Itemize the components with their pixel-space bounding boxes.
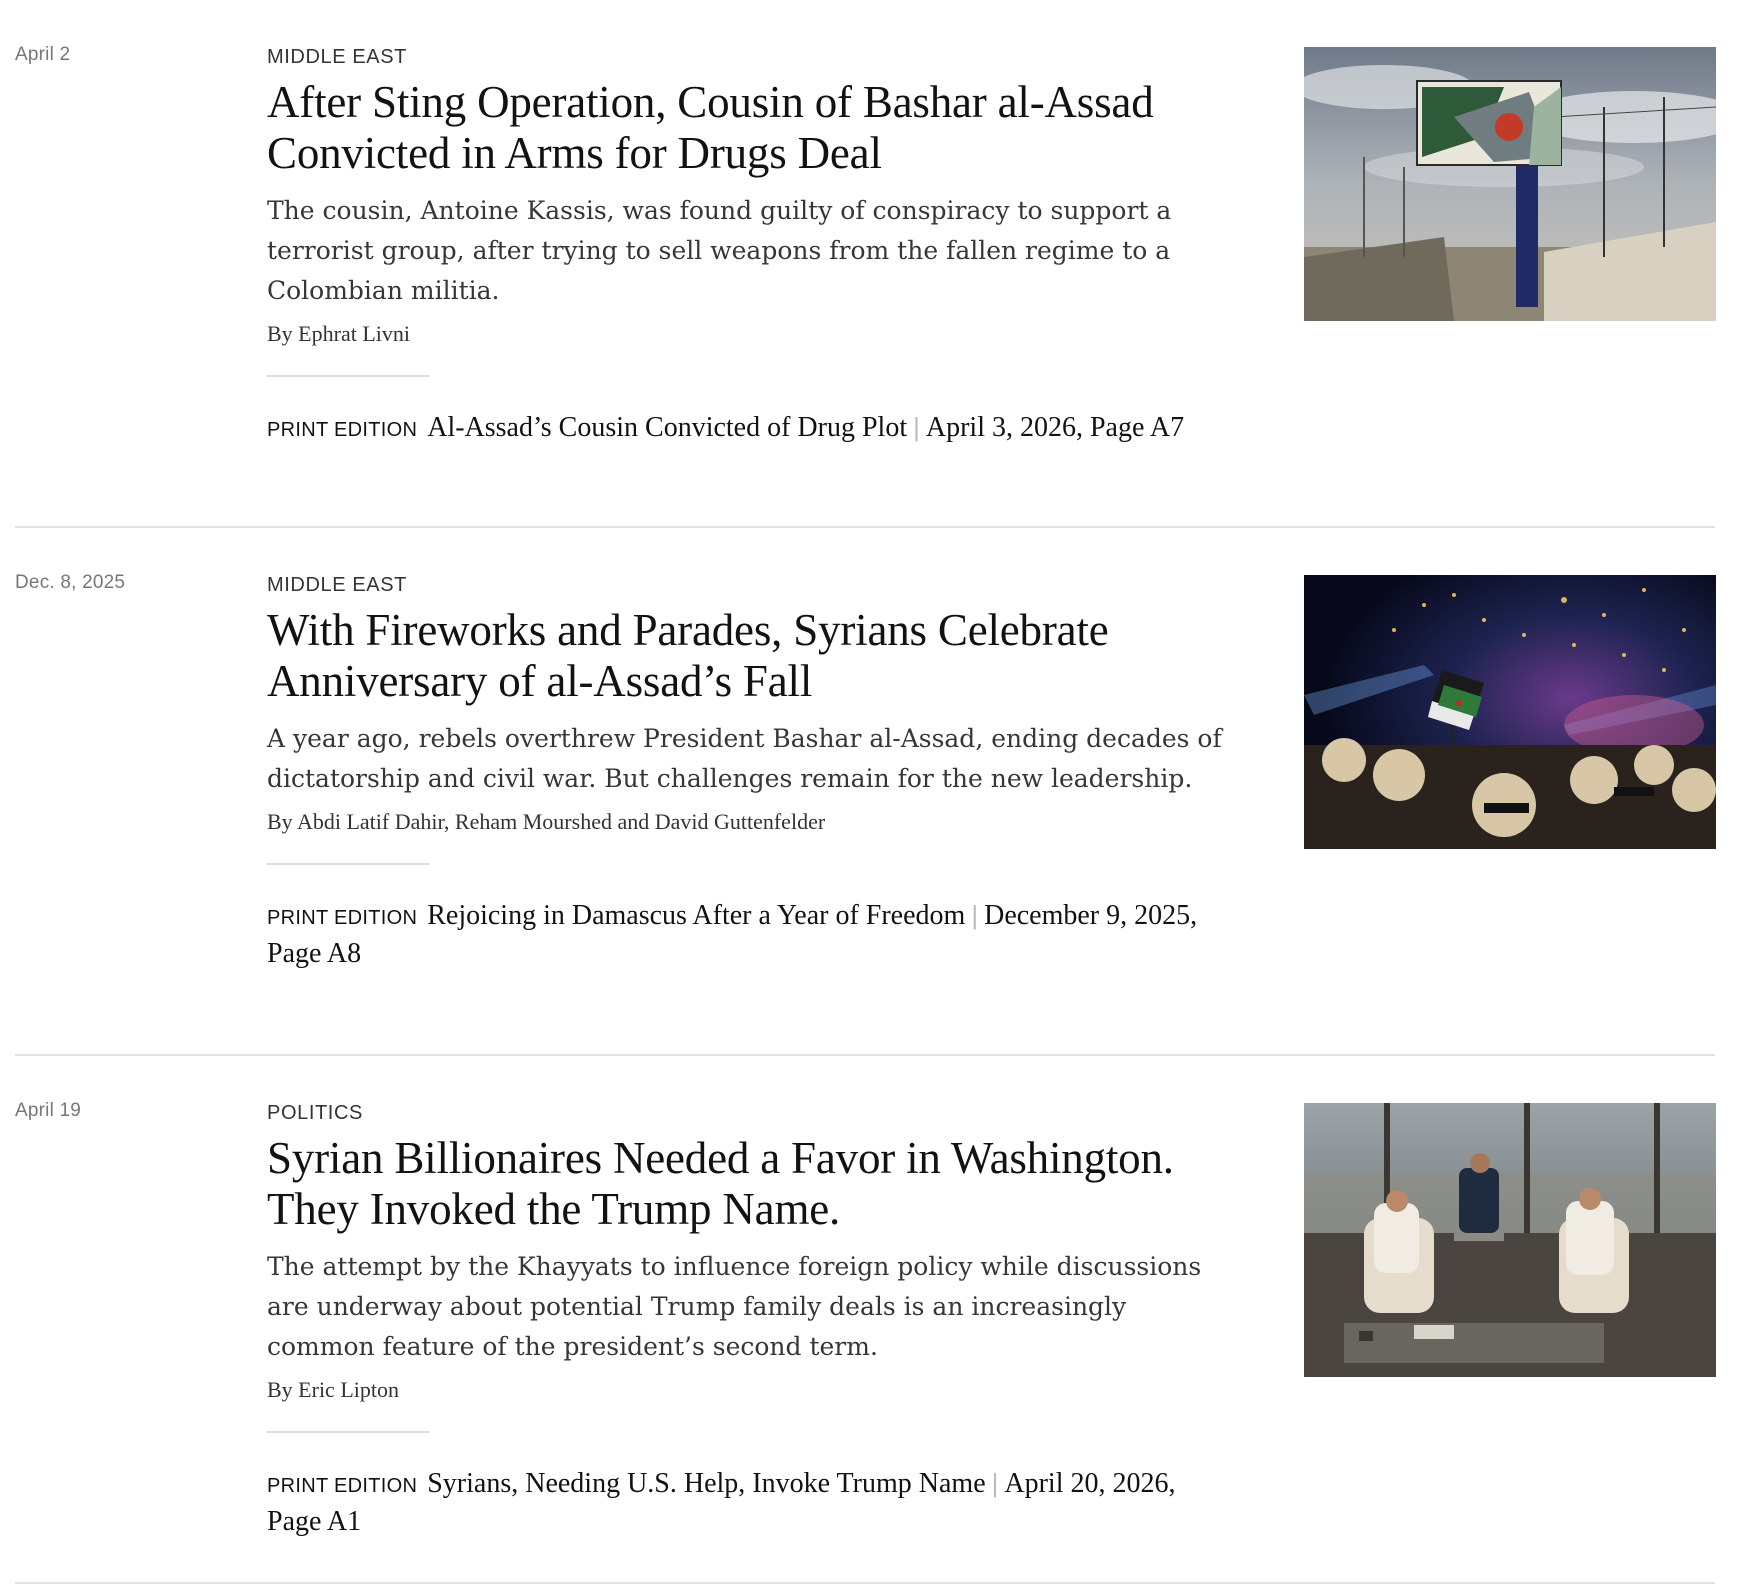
divider xyxy=(267,863,429,865)
print-edition-label: PRINT EDITION xyxy=(267,1475,418,1497)
list-item xyxy=(15,528,1715,1056)
article-headline-link[interactable]: With Fireworks and Parades, Syrians Celebrate Anniversary of al-Assad’s Fall xyxy=(267,605,1109,706)
article-byline: By Abdi Latif Dahir, Reham Mourshed and David Guttenfelder xyxy=(267,809,826,834)
print-edition-title: Syrians, Needing U.S. Help, Invoke Trump Name xyxy=(427,1468,986,1499)
article-summary: A year ago, rebels overthrew President Bashar al-Assad, ending decades of dictatorship and civil war. But challenges remain for the new leadership. xyxy=(267,724,1222,793)
divider xyxy=(267,1431,429,1433)
article-thumbnail-billboard[interactable] xyxy=(1304,47,1716,321)
print-edition-date: December 9, 2025, Page A8 xyxy=(267,900,1198,969)
divider xyxy=(267,375,429,377)
article-date: April 19 xyxy=(15,1100,82,1121)
print-edition-date: April 3, 2026, Page A7 xyxy=(925,412,1185,443)
article-story xyxy=(267,45,1237,448)
section-kicker[interactable]: MIDDLE EAST xyxy=(267,574,407,596)
print-edition-label: PRINT EDITION xyxy=(267,907,418,929)
article-story xyxy=(267,573,1237,972)
separator: | xyxy=(991,1468,999,1498)
article-byline: By Eric Lipton xyxy=(267,1377,399,1402)
print-edition-info xyxy=(267,897,1227,972)
print-edition-info xyxy=(267,1465,1227,1540)
article-date: April 2 xyxy=(15,44,71,65)
list-item xyxy=(15,1056,1715,1584)
section-kicker[interactable]: POLITICS xyxy=(267,1102,363,1124)
article-headline-link[interactable]: Syrian Billionaires Needed a Favor in Washington. They Invoked the Trump Name. xyxy=(267,1133,1174,1234)
section-kicker[interactable]: MIDDLE EAST xyxy=(267,46,407,68)
article-list xyxy=(15,0,1715,1584)
article-summary: The attempt by the Khayyats to influence foreign policy while discussions are underway about potential Trump family deals is an increasingly common feature of the president’s second term. xyxy=(267,1252,1202,1361)
fireworks-crowd-image xyxy=(1304,575,1716,849)
print-edition-title: Al-Assad’s Cousin Convicted of Drug Plot xyxy=(427,412,908,443)
article-story xyxy=(267,1101,1237,1540)
article-thumbnail-meeting[interactable] xyxy=(1304,1103,1716,1377)
print-edition-label: PRINT EDITION xyxy=(267,419,418,441)
separator: | xyxy=(971,900,979,930)
print-edition-info xyxy=(267,409,1227,448)
article-headline-link[interactable]: After Sting Operation, Cousin of Bashar al-Assad Convicted in Arms for Drugs Deal xyxy=(267,77,1154,178)
print-edition-date: April 20, 2026, Page A1 xyxy=(267,1468,1176,1537)
article-summary: The cousin, Antoine Kassis, was found guilty of conspiracy to support a terrorist group, after trying to sell weapons from the fallen regime to a Colombian militia. xyxy=(267,196,1172,305)
article-thumbnail-fireworks[interactable] xyxy=(1304,575,1716,849)
article-date: Dec. 8, 2025 xyxy=(15,572,126,593)
separator: | xyxy=(913,412,920,442)
print-edition-title: Rejoicing in Damascus After a Year of Freedom xyxy=(427,900,966,931)
list-item xyxy=(15,0,1715,528)
office-meeting-image xyxy=(1304,1103,1716,1377)
damaged-billboard-image xyxy=(1304,47,1716,321)
article-byline: By Ephrat Livni xyxy=(267,321,410,346)
